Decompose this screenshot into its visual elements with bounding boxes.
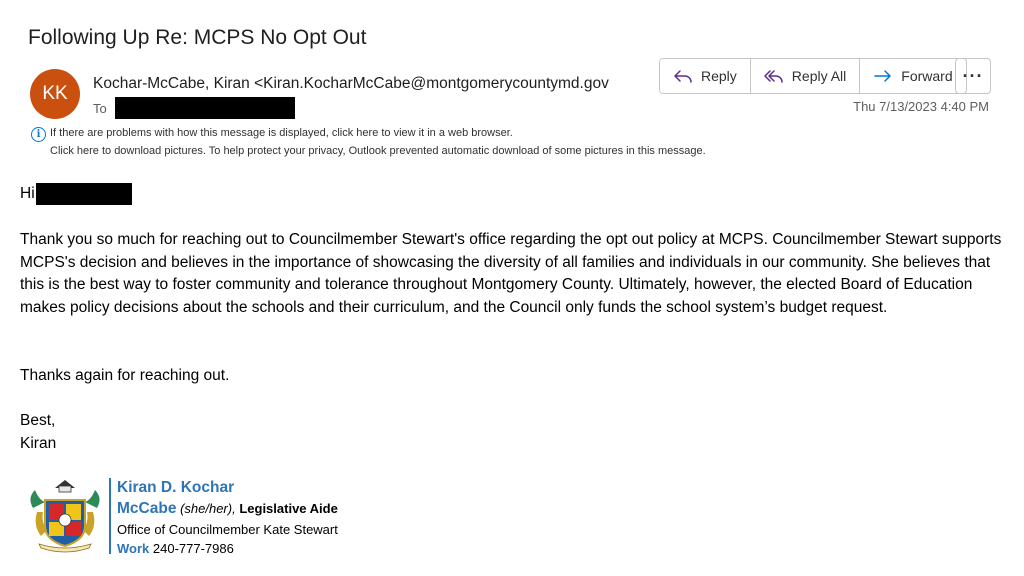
reply-actions-group — [659, 58, 967, 94]
reply-icon — [673, 68, 693, 84]
reply-label: Reply — [701, 68, 737, 84]
info-icon: i — [31, 127, 46, 142]
signature-name-line1: Kiran D. Kochar — [117, 479, 235, 496]
greeting-line — [20, 183, 132, 206]
signature-phone-line — [117, 541, 234, 556]
email-subject: Following Up Re: MCPS No Opt Out — [28, 26, 367, 49]
redacted-name — [36, 183, 132, 205]
to-label: To — [93, 100, 107, 116]
more-actions-button[interactable]: ··· — [955, 58, 991, 94]
phone-number[interactable]: 240-777-7986 — [152, 541, 234, 556]
closing-block — [20, 410, 56, 455]
recipient-row — [93, 97, 295, 119]
closing: Best, — [20, 412, 56, 429]
forward-label: Forward — [901, 68, 953, 84]
signature-surname: McCabe — [117, 500, 177, 517]
forward-button[interactable] — [860, 59, 965, 93]
reply-all-button[interactable] — [751, 59, 860, 93]
forward-icon — [873, 68, 893, 84]
reply-all-icon — [764, 68, 784, 84]
signature-name-line2 — [117, 500, 338, 518]
signature-office: Office of Councilmember Kate Stewart — [117, 522, 338, 537]
signature-role: Legislative Aide — [239, 501, 338, 516]
phone-label: Work — [117, 541, 150, 556]
sent-date: Thu 7/13/2023 4:40 PM — [853, 99, 989, 114]
redacted-recipient — [115, 97, 295, 119]
sender-first-name: Kiran — [20, 434, 57, 452]
view-in-browser-notice[interactable]: If there are problems with how this message is displayed, click here to view it in a web browser. — [50, 127, 513, 139]
greeting: Hi — [20, 185, 35, 202]
thanks-line: Thanks again for reaching out. — [20, 367, 230, 384]
sender-avatar[interactable]: KK — [30, 69, 80, 119]
signature-pronouns: (she/her), — [180, 501, 236, 516]
signature-divider — [109, 478, 111, 554]
county-seal — [25, 478, 105, 553]
sender-address[interactable]: Kochar-McCabe, Kiran <Kiran.KocharMcCabe@montgomerycountymd.gov — [93, 75, 609, 92]
body-paragraph: Thank you so much for reaching out to Councilmember Stewart's office regarding the opt out policy at MCPS. Councilmember Stewart supports MCPS's decision and believes in the importance of showcasing the diversity of all families and individuals in our community. She believes that this is the best way to foster community and tolerance throughout Montgomery County. Ultimately, however, the elected Board of Education makes policy decisions about the schools and their curriculum, and the Council only funds the school system’s budget request. — [20, 231, 1002, 316]
download-pictures-notice[interactable]: Click here to download pictures. To help protect your privacy, Outlook prevented automatic download of some pictures in this message. — [50, 145, 706, 157]
reply-button[interactable] — [660, 59, 751, 93]
reply-all-label: Reply All — [791, 68, 847, 84]
